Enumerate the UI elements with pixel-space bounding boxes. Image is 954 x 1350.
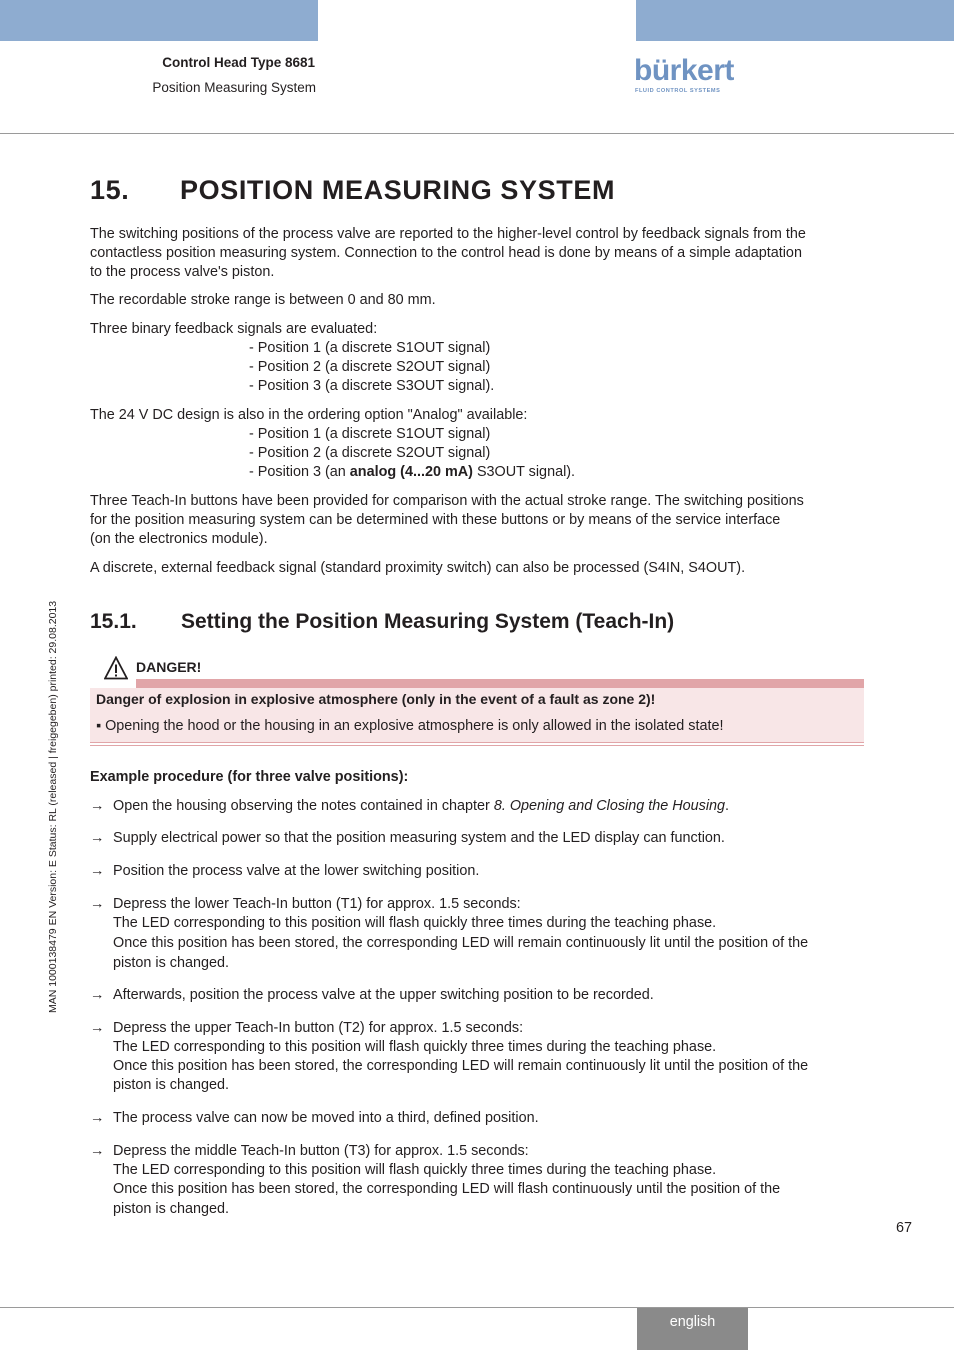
- binary-item: - Position 1 (a discrete S1OUT signal): [249, 340, 491, 356]
- danger-rule: [90, 745, 864, 746]
- analog-item-post: S3OUT signal).: [472, 464, 576, 480]
- section-title: POSITION MEASURING SYSTEM: [180, 175, 616, 205]
- step-detail: The LED corresponding to this position will flash quickly three times during the teaching phase.: [113, 1039, 717, 1055]
- analog-item: - Position 1 (a discrete S1OUT signal): [249, 426, 491, 442]
- analog-item: - Position 2 (a discrete S2OUT signal): [249, 445, 491, 461]
- arrow-right-icon: →: [90, 1020, 105, 1036]
- procedure-step: [90, 1142, 529, 1161]
- header-band-right: [636, 0, 954, 41]
- document-info-sidebar: MAN 1000138479 EN Version: E Status: RL (released | freigegeben) printed: 29.08.2013: [47, 600, 59, 1013]
- arrow-right-icon: →: [90, 798, 105, 814]
- header-title: Control Head Type 8681: [162, 55, 315, 70]
- language-label: english: [669, 1314, 716, 1330]
- danger-bar: [136, 679, 864, 688]
- step-text: Open the housing observing the notes contained in chapter: [113, 798, 494, 814]
- stroke-range-text: The recordable stroke range is between 0 and 80 mm.: [90, 292, 436, 308]
- subsection-title: Setting the Position Measuring System (Teach-In): [181, 610, 675, 633]
- step-detail: Once this position has been stored, the corresponding LED will flash continuously until the position of the: [113, 1181, 781, 1197]
- binary-item: - Position 2 (a discrete S2OUT signal): [249, 359, 491, 375]
- step-detail: piston is changed.: [113, 1077, 230, 1093]
- step-detail: The LED corresponding to this position will flash quickly three times during the teaching phase.: [113, 915, 717, 931]
- teach-line-2: for the position measuring system can be determined with these buttons or by means of the service interface: [90, 512, 781, 528]
- step-detail: Once this position has been stored, the corresponding LED will remain continuously lit until the position of the: [113, 1058, 809, 1074]
- arrow-right-icon: →: [90, 830, 105, 846]
- step-text: Depress the upper Teach-In button (T2) for approx. 1.5 seconds:: [113, 1020, 524, 1036]
- danger-headline: Danger of explosion in explosive atmosphere (only in the event of a fault as zone 2)!: [96, 691, 656, 707]
- step-detail: piston is changed.: [113, 955, 230, 971]
- step-detail: piston is changed.: [113, 1201, 230, 1217]
- binary-item: - Position 3 (a discrete S3OUT signal).: [249, 378, 495, 394]
- procedure-step: [90, 862, 479, 881]
- subsection-number: 15.1.: [90, 610, 137, 633]
- external-signal-text: A discrete, external feedback signal (standard proximity switch) can also be processed (S4IN, S4OUT).: [90, 560, 746, 576]
- section-number: 15.: [90, 175, 130, 205]
- header-band-left: [0, 0, 318, 41]
- teach-line-1: Three Teach-In buttons have been provided for comparison with the actual stroke range. The switching positions: [90, 493, 804, 509]
- procedure-step: [90, 1019, 523, 1038]
- procedure-title: Example procedure (for three valve positions):: [90, 769, 409, 785]
- analog-item-pre: - Position 3 (an: [249, 464, 350, 480]
- header-divider: [0, 133, 954, 134]
- page-number: 67: [896, 1220, 913, 1236]
- arrow-right-icon: →: [90, 896, 105, 912]
- procedure-step: [90, 1109, 539, 1128]
- analog-item-bold: analog (4...20 mA): [349, 464, 473, 480]
- analog-item: [249, 463, 575, 482]
- burkert-logo: [634, 54, 734, 96]
- danger-label: DANGER!: [136, 659, 202, 675]
- warning-triangle-icon: [104, 656, 128, 680]
- intro-line-2: contactless position measuring system. Connection to the control head is done by means of a simple adaptation: [90, 245, 802, 261]
- arrow-right-icon: →: [90, 987, 105, 1003]
- arrow-right-icon: →: [90, 1143, 105, 1159]
- step-text-end: .: [725, 798, 730, 814]
- intro-line-3: to the process valve's piston.: [90, 264, 275, 280]
- intro-line-1: The switching positions of the process valve are reported to the higher-level control by feedback signals from the: [90, 226, 806, 242]
- step-text: Depress the lower Teach-In button (T1) for approx. 1.5 seconds:: [113, 896, 521, 912]
- step-text: The process valve can now be moved into a third, defined position.: [113, 1110, 539, 1126]
- step-text: Position the process valve at the lower switching position.: [113, 863, 480, 879]
- footer-divider: [0, 1307, 954, 1308]
- step-detail: Once this position has been stored, the corresponding LED will remain continuously lit until the position of the: [113, 935, 809, 951]
- subsection-heading: [90, 610, 674, 634]
- danger-rule: [90, 742, 864, 743]
- section-heading: [90, 175, 615, 206]
- arrow-right-icon: →: [90, 1110, 105, 1126]
- danger-bullet: ▪ Opening the hood or the housing in an explosive atmosphere is only allowed in the isolated state!: [96, 718, 724, 734]
- analog-intro: The 24 V DC design is also in the ordering option "Analog" available:: [90, 407, 528, 423]
- procedure-step: [90, 797, 729, 816]
- procedure-step: [90, 986, 654, 1005]
- logo-tagline: FLUID CONTROL SYSTEMS: [635, 88, 721, 94]
- header-subtitle: Position Measuring System: [152, 80, 316, 95]
- chapter-reference: 8. Opening and Closing the Housing: [493, 798, 726, 814]
- step-text: Depress the middle Teach-In button (T3) for approx. 1.5 seconds:: [113, 1143, 529, 1159]
- step-text: Afterwards, position the process valve at the upper switching position to be recorded.: [113, 987, 654, 1003]
- procedure-step: [90, 895, 521, 914]
- teach-line-3: (on the electronics module).: [90, 531, 268, 547]
- step-detail: The LED corresponding to this position will flash quickly three times during the teaching phase.: [113, 1162, 717, 1178]
- arrow-right-icon: →: [90, 863, 105, 879]
- step-text: Supply electrical power so that the position measuring system and the LED display can function.: [113, 830, 725, 846]
- procedure-step: [90, 829, 725, 848]
- logo-wordmark: bürkert: [634, 54, 734, 87]
- binary-intro: Three binary feedback signals are evaluated:: [90, 321, 378, 337]
